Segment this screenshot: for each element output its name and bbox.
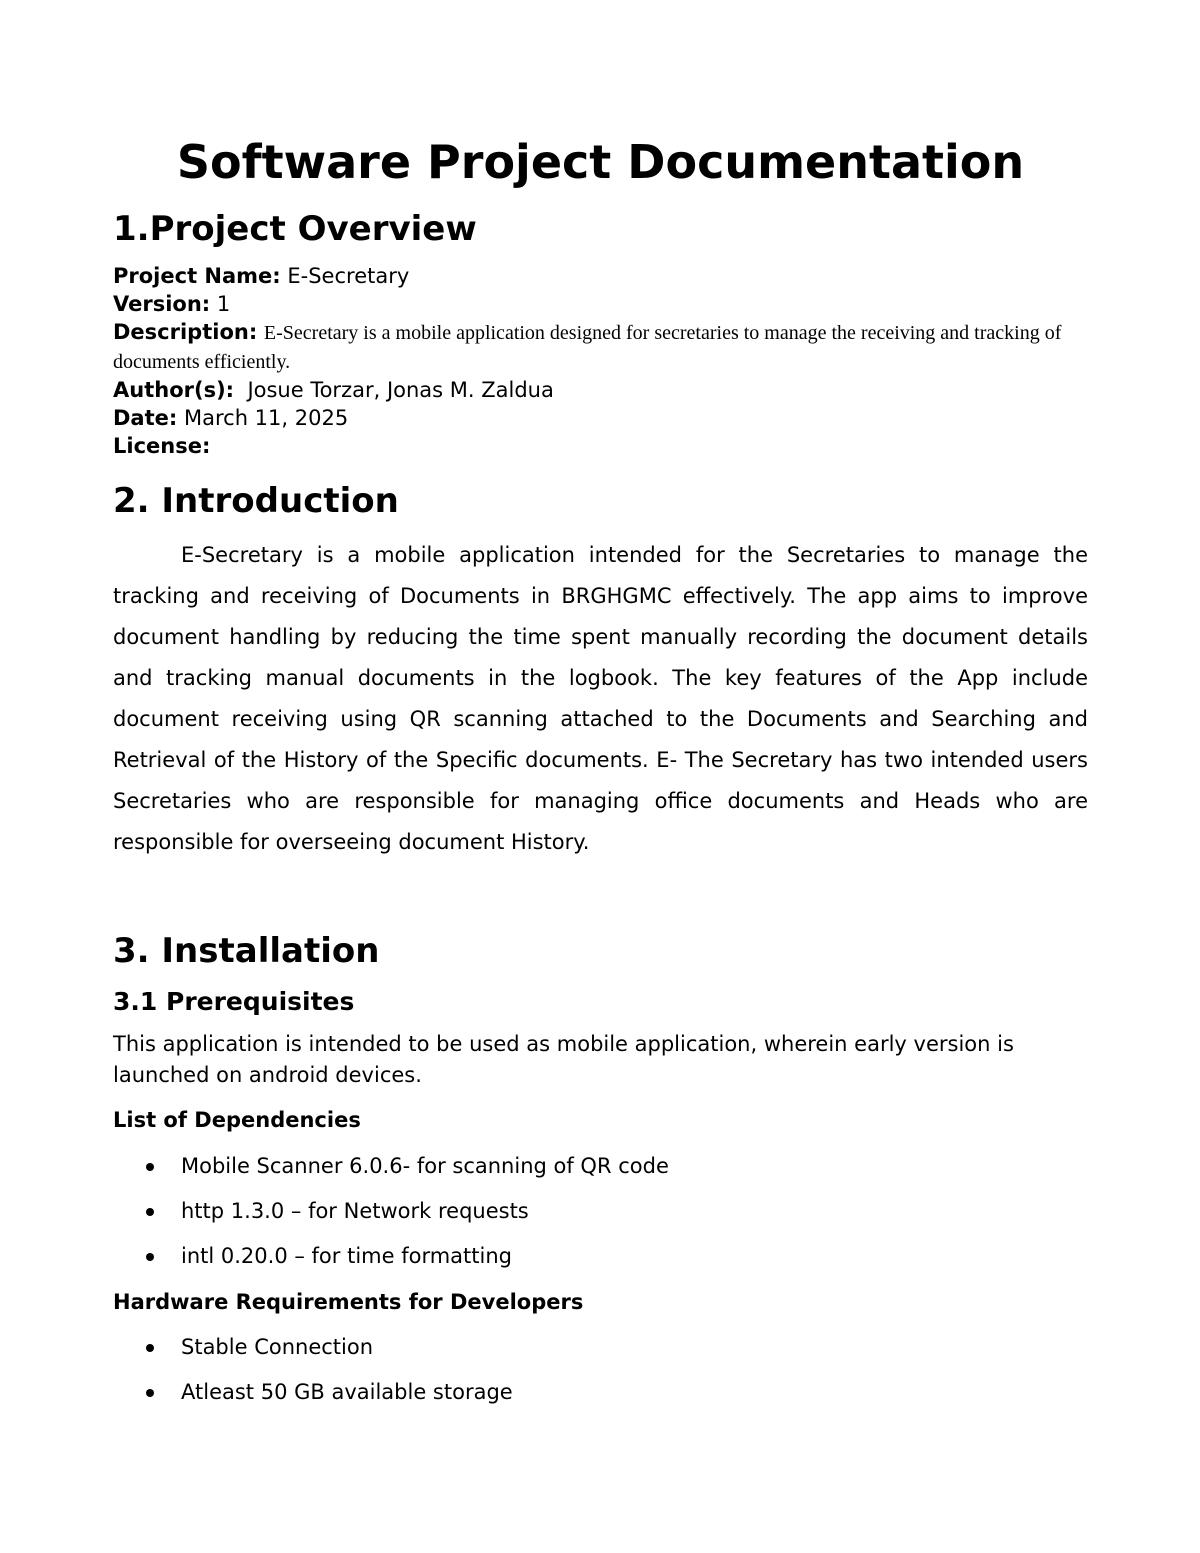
- dependencies-heading: List of Dependencies: [113, 1108, 361, 1132]
- date-label: Date:: [113, 406, 178, 430]
- project-name-value: E-Secretary: [287, 264, 410, 288]
- authors-row: [113, 376, 1088, 404]
- hardware-text: Atleast 50 GB available storage: [181, 1380, 513, 1404]
- list-item: [113, 1152, 1088, 1180]
- date-row: [113, 404, 1088, 432]
- bullet-icon: [146, 1208, 154, 1216]
- dependency-text: Mobile Scanner 6.0.6- for scanning of QR code: [181, 1154, 669, 1178]
- version-value: 1: [216, 292, 231, 316]
- list-item: [113, 1378, 1088, 1406]
- section-heading-overview: 1.Project Overview: [113, 209, 477, 249]
- hardware-text: Stable Connection: [181, 1335, 374, 1359]
- introduction-paragraph: E-Secretary is a mobile application intended for the Secretaries to manage the tracking and receiving of Documents in BRGHGMC effectively. The app aims to improve document handling by reducing the time spent manually recording the document details and tracking manual documents in the logbook. The key features of the App include document receiving using QR scanning attached to the Documents and Searching and Retrieval of the History of the Specific documents. E- The Secretary has two intended users Secretaries who are responsible for managing office documents and Heads who are responsible for overseeing document History.: [113, 543, 1088, 854]
- authors-label: Author(s):: [113, 378, 235, 402]
- version-label: Version:: [113, 292, 211, 316]
- hardware-heading: Hardware Requirements for Developers: [113, 1290, 584, 1314]
- list-item: [113, 1197, 1088, 1225]
- bullet-icon: [146, 1253, 154, 1261]
- bullet-icon: [146, 1163, 154, 1171]
- dependency-text: intl 0.20.0 – for time formatting: [181, 1244, 512, 1268]
- project-name-label: Project Name:: [113, 264, 281, 288]
- section-heading-installation: 3. Installation: [113, 931, 380, 971]
- project-name-row: [113, 262, 1088, 290]
- description-label: Description:: [113, 320, 258, 344]
- document-title: Software Project Documentation: [176, 135, 1025, 189]
- prerequisites-paragraph: This application is intended to be used as mobile application, wherein early version is launched on android devices.: [113, 1032, 1014, 1087]
- bullet-icon: [146, 1389, 154, 1397]
- hardware-list: [113, 1333, 1088, 1423]
- project-metadata: [113, 262, 1088, 460]
- bullet-icon: [146, 1344, 154, 1352]
- authors-value: Josue Torzar, Jonas M. Zaldua: [247, 378, 554, 402]
- version-row: [113, 290, 1088, 318]
- license-row: [113, 432, 1088, 460]
- dependency-text: http 1.3.0 – for Network requests: [181, 1199, 529, 1223]
- list-item: [113, 1333, 1088, 1361]
- description-row: [113, 318, 1088, 376]
- section-heading-introduction: 2. Introduction: [113, 481, 399, 521]
- description-value: E-Secretary is a mobile application designed for secretaries to manage the receiving and tracking of documents efficiently.: [113, 322, 1062, 373]
- date-value: March 11, 2025: [183, 406, 349, 430]
- dependencies-list: [113, 1152, 1088, 1287]
- subsection-heading-prerequisites: 3.1 Prerequisites: [113, 987, 355, 1016]
- license-label: License:: [113, 434, 211, 458]
- list-item: [113, 1242, 1088, 1270]
